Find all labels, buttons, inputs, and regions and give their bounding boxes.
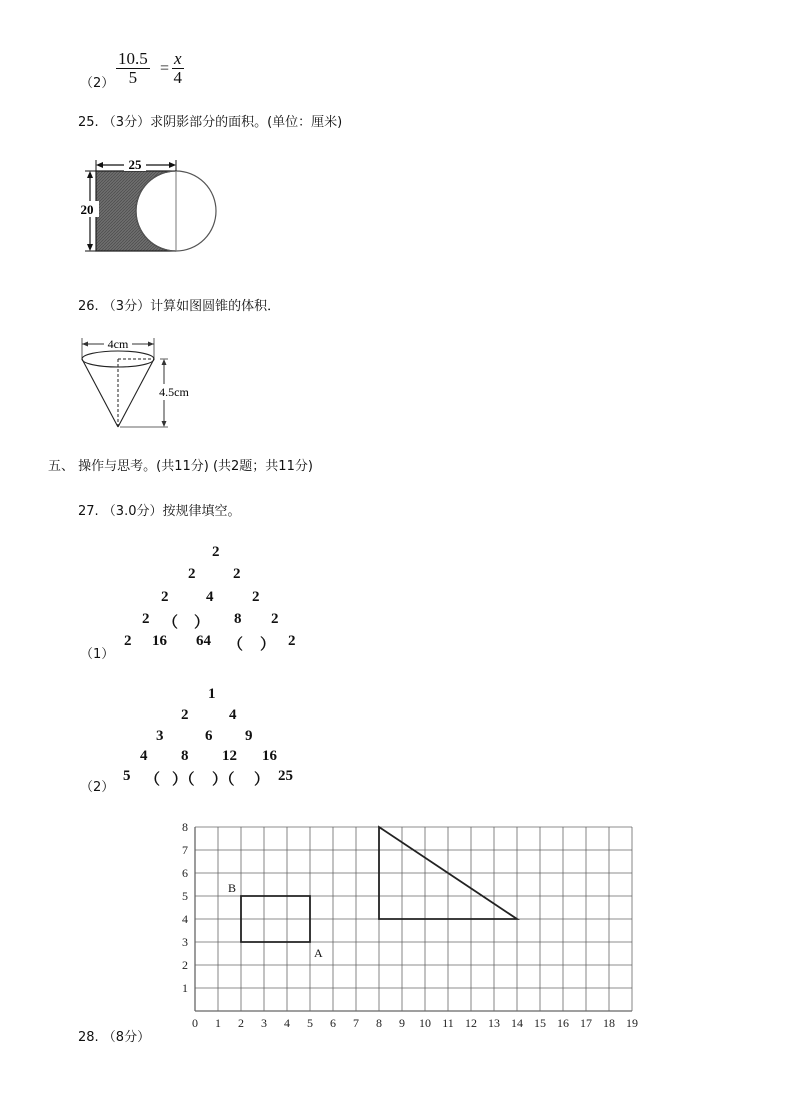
y-tick-label: 5 (182, 889, 188, 903)
q27-p2-r4-blank3-open: ）（ (212, 772, 235, 788)
q28-title: 28. （8分） (78, 1030, 151, 1045)
q27-p2-r2-c2: 9 (245, 728, 253, 744)
arrow-left-icon (82, 342, 88, 347)
x-tick-label: 3 (261, 1016, 267, 1030)
arrow-up-icon (162, 359, 167, 365)
x-tick-label: 6 (330, 1016, 336, 1030)
q27-p1-r3-blank-close: ） (194, 615, 210, 631)
y-tick-label: 6 (182, 866, 188, 880)
y-tick-label: 2 (182, 958, 188, 972)
q24-part2-label: （2） (80, 76, 115, 91)
arrow-down-icon (87, 244, 93, 251)
x-tick-label: 1 (215, 1016, 221, 1030)
q27-p1-r4-c2: 64 (196, 633, 211, 649)
x-tick-label: 2 (238, 1016, 244, 1030)
fraction-right-denominator: 4 (173, 68, 183, 87)
q27-p2-r3-c2: 12 (222, 748, 237, 764)
fraction-left-numerator: 10.5 (118, 49, 148, 68)
y-tick-label: 7 (182, 843, 188, 857)
section5-title: 五、 操作与思考。(共11分) (共2题；共11分) (48, 459, 313, 474)
q27-p2-r4-c5: 25 (278, 768, 293, 784)
q27-p2-r2-c1: 6 (205, 728, 213, 744)
x-tick-label: 7 (353, 1016, 359, 1030)
q27-p2-r1-c0: 2 (181, 707, 189, 723)
arrow-left-icon (96, 162, 103, 168)
point-b-label: B (228, 881, 237, 895)
q27-p2-r3-c3: 16 (262, 748, 277, 764)
q28-coordinate-grid (170, 815, 650, 1035)
q27-p1-r4-c1: 16 (152, 633, 167, 649)
x-tick-label: 17 (580, 1016, 592, 1030)
q26-cone-figure (74, 332, 204, 432)
x-tick-label: 9 (399, 1016, 405, 1030)
q27-p1-r3-c3: 2 (271, 611, 279, 627)
x-tick-label: 14 (511, 1016, 523, 1030)
height-label: 4.5cm (159, 385, 189, 399)
q27-p1-r2-c0: 2 (161, 589, 169, 605)
y-tick-label: 3 (182, 935, 188, 949)
q27-p1-r3-c0: 2 (142, 611, 150, 627)
arrow-up-icon (87, 171, 93, 178)
arrow-right-icon (148, 342, 154, 347)
fraction-left (116, 50, 150, 87)
x-tick-label: 10 (419, 1016, 431, 1030)
q27-p1-r1-c1: 2 (233, 566, 241, 582)
q27-part1-label: （1） (80, 647, 115, 662)
x-tick-label: 13 (488, 1016, 500, 1030)
fraction-left-denominator: 5 (128, 68, 138, 87)
x-tick-label: 15 (534, 1016, 546, 1030)
q27-p2-r2-c0: 3 (156, 728, 164, 744)
q27-p1-r3-blank-open: （ (163, 615, 179, 631)
x-tick-label: 0 (192, 1016, 198, 1030)
q25-figure (74, 155, 224, 255)
q27-p1-r4-c0: 2 (124, 633, 132, 649)
q27-p1-r4-blank-open: （ (228, 637, 244, 653)
point-a-label: A (314, 946, 323, 960)
q27-p1-r4-c4: 2 (288, 633, 296, 649)
x-tick-label: 16 (557, 1016, 569, 1030)
q27-p2-r4-c0: 5 (123, 768, 131, 784)
q27-p1-r4-blank-close: ） (260, 637, 276, 653)
x-tick-label: 11 (442, 1016, 454, 1030)
diameter-label: 4cm (107, 337, 129, 351)
q27-p1-r3-c2: 8 (234, 611, 242, 627)
x-tick-label: 18 (603, 1016, 615, 1030)
q26-title: 26. （3分）计算如图圆锥的体积． (78, 299, 281, 314)
x-tick-label: 19 (626, 1016, 638, 1030)
q27-p1-r0-c0: 2 (212, 544, 220, 560)
q27-p2-r1-c1: 4 (229, 707, 237, 723)
x-tick-label: 8 (376, 1016, 382, 1030)
q25-title: 25. （3分）求阴影部分的面积。(单位：厘米) (78, 115, 343, 130)
width-label: 25 (128, 157, 142, 172)
arrow-down-icon (162, 421, 167, 427)
q27-p1-r1-c0: 2 (188, 566, 196, 582)
height-label: 20 (80, 202, 94, 217)
cone-left-side (82, 359, 118, 427)
x-tick-label: 4 (284, 1016, 290, 1030)
y-tick-label: 4 (182, 912, 188, 926)
y-tick-label: 8 (182, 820, 188, 834)
q27-title: 27. （3.0分）按规律填空。 (78, 504, 241, 519)
q27-p2-r4-blank2-open: ）（ (172, 772, 195, 788)
q27-p2-r4-blank3-close: ） (254, 772, 270, 788)
q27-p2-r4-blank1-open: （ (145, 772, 161, 788)
y-tick-label: 1 (182, 981, 188, 995)
q27-p2-r3-c0: 4 (140, 748, 148, 764)
q27-p2-r3-c1: 8 (181, 748, 189, 764)
q27-p1-r2-c2: 2 (252, 589, 260, 605)
cone-right-side (118, 359, 154, 427)
x-tick-label: 12 (465, 1016, 477, 1030)
q27-p2-r0-c0: 1 (208, 686, 216, 702)
x-tick-label: 5 (307, 1016, 313, 1030)
fraction-right-numerator: x (174, 49, 182, 68)
q27-p1-r2-c1: 4 (206, 589, 214, 605)
arrow-right-icon (169, 162, 176, 168)
equals-sign: = (160, 60, 170, 77)
fraction-right (172, 50, 184, 87)
q27-part2-label: （2） (80, 780, 115, 795)
